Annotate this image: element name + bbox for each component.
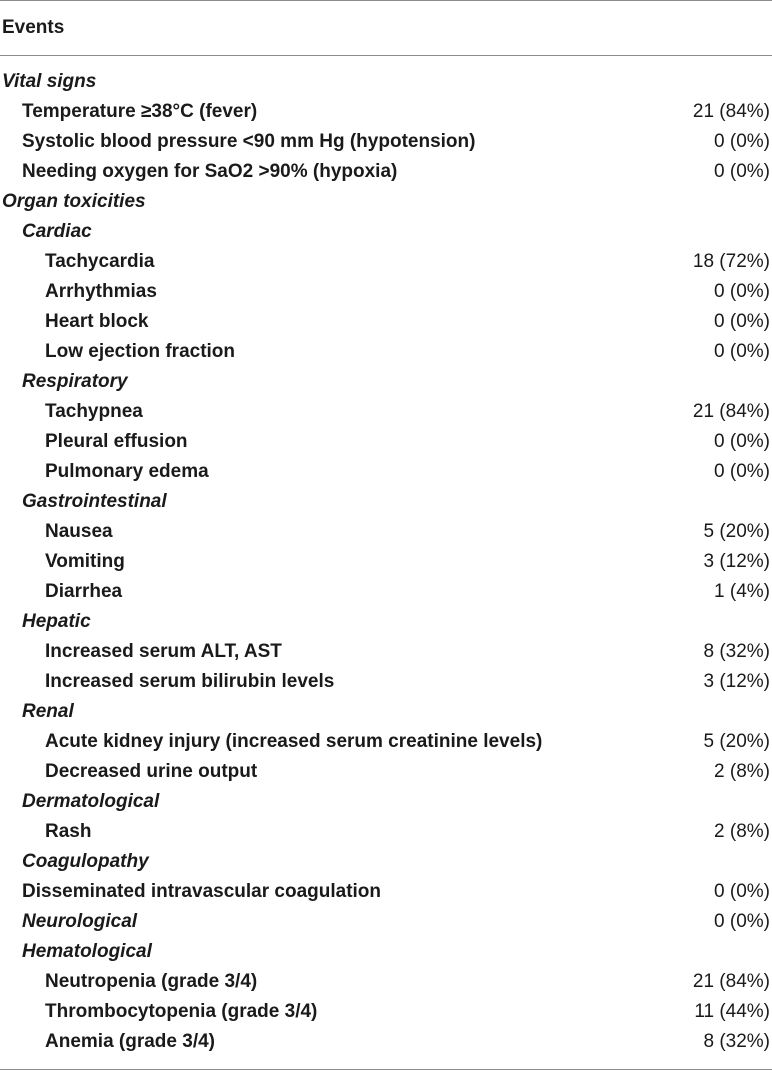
row-label: Low ejection fraction	[45, 341, 236, 362]
table-row	[0, 667, 772, 697]
row-label: Nausea	[45, 521, 113, 542]
row-value: 2 (8%)	[714, 821, 770, 842]
row-value: 21 (84%)	[692, 101, 770, 122]
row-label: Renal	[22, 701, 74, 722]
row-value: 2 (8%)	[714, 761, 770, 782]
row-value: 0 (0%)	[714, 161, 770, 182]
row-value: 3 (12%)	[703, 551, 770, 572]
table-row	[0, 67, 772, 97]
row-value: 0 (0%)	[714, 881, 770, 902]
row-value: 8 (32%)	[703, 641, 770, 662]
row-value: 18 (72%)	[692, 251, 770, 272]
row-label: Hematological	[22, 941, 152, 962]
table-row	[0, 187, 772, 217]
row-value: 0 (0%)	[714, 431, 770, 452]
row-label: Cardiac	[22, 221, 92, 242]
header-rule	[0, 55, 772, 56]
row-value: 21 (84%)	[692, 401, 770, 422]
table-row	[0, 337, 772, 367]
row-value: 1 (4%)	[714, 581, 770, 602]
table-row	[0, 487, 772, 517]
bottom-rule	[0, 1069, 772, 1070]
row-value: 3 (12%)	[703, 671, 770, 692]
table-row	[0, 457, 772, 487]
row-label: Needing oxygen for SaO2 >90% (hypoxia)	[22, 161, 398, 182]
row-value: 11 (44%)	[694, 1001, 770, 1022]
row-label: Neurological	[22, 911, 138, 932]
row-label: Hepatic	[22, 611, 91, 632]
row-value: 0 (0%)	[714, 131, 770, 152]
table-row	[0, 307, 772, 337]
table-row	[0, 127, 772, 157]
row-label: Gastrointestinal	[22, 491, 167, 512]
table-row	[0, 817, 772, 847]
table-row	[0, 547, 772, 577]
row-label: Systolic blood pressure <90 mm Hg (hypotension)	[22, 131, 476, 152]
row-label: Increased serum ALT, AST	[45, 641, 282, 662]
table-row	[0, 577, 772, 607]
row-label: Tachycardia	[45, 251, 155, 272]
row-value: 0 (0%)	[714, 311, 770, 332]
row-label: Respiratory	[22, 371, 128, 392]
table-row	[0, 1027, 772, 1057]
row-label: Anemia (grade 3/4)	[45, 1031, 215, 1052]
table-row	[0, 847, 772, 877]
table-row	[0, 967, 772, 997]
row-value: 0 (0%)	[714, 461, 770, 482]
row-label: Acute kidney injury (increased serum creatinine levels)	[45, 731, 543, 752]
row-label: Coagulopathy	[22, 851, 149, 872]
row-label: Neutropenia (grade 3/4)	[45, 971, 258, 992]
table-row	[0, 757, 772, 787]
row-label: Thrombocytopenia (grade 3/4)	[45, 1001, 318, 1022]
top-rule	[0, 0, 772, 1]
row-label: Arrhythmias	[45, 281, 157, 302]
row-label: Rash	[45, 821, 92, 842]
table-row	[0, 97, 772, 127]
table-row	[0, 877, 772, 907]
table-row	[0, 517, 772, 547]
table-row	[0, 607, 772, 637]
table-row	[0, 217, 772, 247]
row-value: 5 (20%)	[703, 521, 770, 542]
table-row	[0, 937, 772, 967]
table-row	[0, 367, 772, 397]
row-label: Pulmonary edema	[45, 461, 209, 482]
table-row	[0, 997, 772, 1027]
table-row	[0, 427, 772, 457]
row-label: Decreased urine output	[45, 761, 258, 782]
table-row	[0, 697, 772, 727]
row-label: Pleural effusion	[45, 431, 188, 452]
table-row	[0, 397, 772, 427]
row-value: 8 (32%)	[703, 1031, 770, 1052]
row-label: Disseminated intravascular coagulation	[22, 881, 382, 902]
row-value: 0 (0%)	[714, 911, 770, 932]
row-label: Vomiting	[45, 551, 125, 572]
table-body	[0, 67, 772, 1057]
table-row	[0, 727, 772, 757]
table-row	[0, 907, 772, 937]
row-value: 0 (0%)	[714, 341, 770, 362]
column-header-events: Events	[2, 17, 65, 38]
table-row	[0, 247, 772, 277]
row-label: Diarrhea	[45, 581, 123, 602]
row-label: Heart block	[45, 311, 149, 332]
row-label: Vital signs	[2, 71, 97, 92]
row-label: Increased serum bilirubin levels	[45, 671, 335, 692]
row-label: Tachypnea	[45, 401, 143, 422]
row-label: Dermatological	[22, 791, 160, 812]
table-row	[0, 787, 772, 817]
row-value: 5 (20%)	[703, 731, 770, 752]
table-row	[0, 157, 772, 187]
table-row	[0, 637, 772, 667]
row-value: 0 (0%)	[714, 281, 770, 302]
row-label: Temperature ≥38°C (fever)	[22, 101, 258, 122]
row-label: Organ toxicities	[2, 191, 146, 212]
table-row	[0, 277, 772, 307]
row-value: 21 (84%)	[692, 971, 770, 992]
